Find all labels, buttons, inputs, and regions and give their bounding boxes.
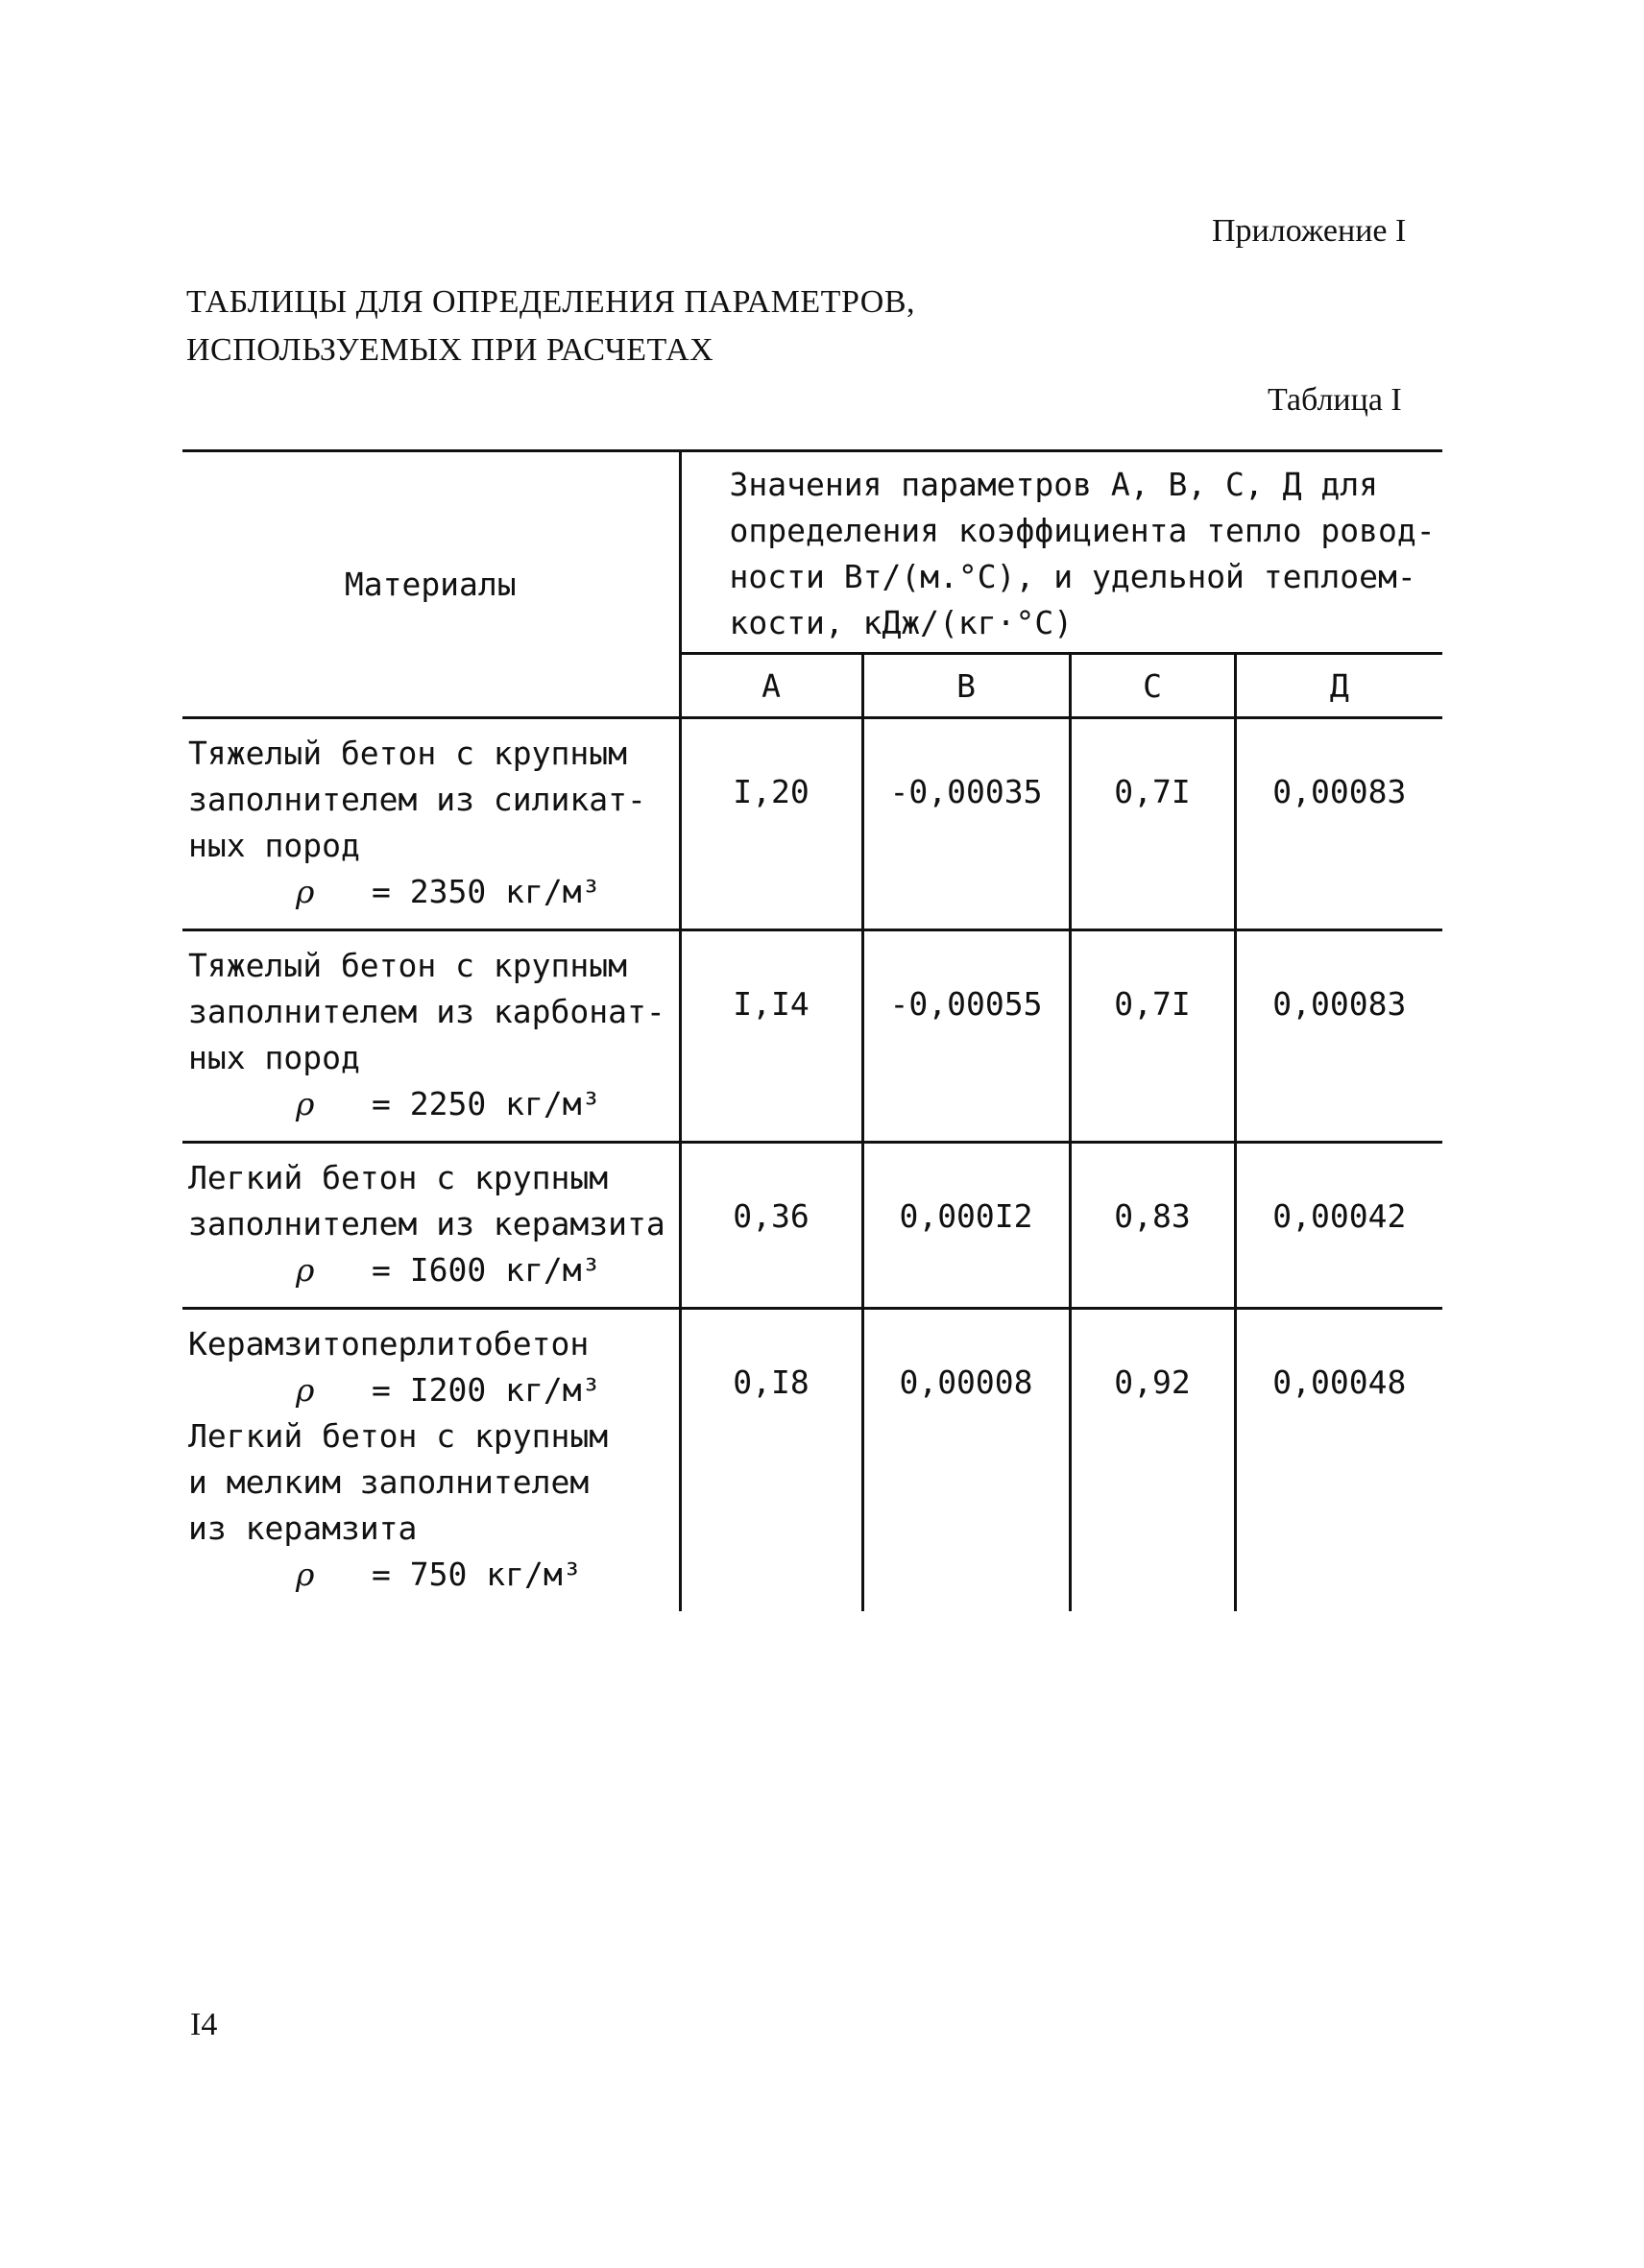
materials-header: Материалы	[182, 451, 680, 718]
density-symbol: ρ	[296, 1251, 315, 1289]
density-text: = I600 кг/м³	[372, 1251, 601, 1289]
value-b: 0,000I2	[862, 1143, 1070, 1309]
title-line: ТАБЛИЦЫ ДЛЯ ОПРЕДЕЛЕНИЯ ПАРАМЕТРОВ,	[186, 284, 916, 320]
group-header-line: Значения параметров А, В, С, Д для	[729, 466, 1379, 503]
value-c: 0,7I	[1070, 930, 1235, 1143]
material-text: Тяжелый бетон с крупным	[188, 735, 627, 772]
material-cell	[182, 1309, 680, 1612]
page-number: I4	[190, 2007, 218, 2042]
material-text: заполнителем из керамзита	[188, 1205, 665, 1243]
table-row	[182, 718, 1442, 930]
column-header-b: В	[862, 654, 1070, 718]
parameters-group-header	[680, 451, 1442, 654]
material-cell	[182, 1143, 680, 1309]
material-text: заполнителем из силикат-	[188, 781, 646, 818]
material-text: Керамзитоперлитобетон	[188, 1325, 590, 1363]
column-header-c: С	[1070, 654, 1235, 718]
density-text: = 2350 кг/м³	[372, 873, 601, 910]
density-symbol: ρ	[296, 1085, 315, 1122]
density-text: = 750 кг/м³	[372, 1556, 582, 1593]
value-a: I,20	[680, 718, 862, 930]
table-row	[182, 930, 1442, 1143]
parameters-table	[182, 449, 1442, 1611]
value-d: 0,00042	[1235, 1143, 1442, 1309]
value-c: 0,92	[1070, 1309, 1235, 1612]
value-d: 0,00048	[1272, 1363, 1407, 1401]
table-row	[182, 1309, 1442, 1612]
group-header-line: кости, кДж/(кг·°С)	[729, 604, 1074, 641]
value-a: 0,36	[680, 1143, 862, 1309]
value-c: 0,7I	[1070, 718, 1235, 930]
value-b: -0,00055	[862, 930, 1070, 1143]
group-header-line: определения коэффициента тепло ровод-	[729, 512, 1436, 549]
density-text: = I200 кг/м³	[372, 1371, 601, 1409]
material-text: заполнителем из карбонат-	[188, 993, 665, 1030]
density-symbol: ρ	[296, 1556, 315, 1593]
title-line: ИСПОЛЬЗУЕМЫХ ПРИ РАСЧЕТАХ	[186, 332, 714, 368]
column-header-a: А	[680, 654, 862, 718]
material-text: из керамзита	[188, 1509, 418, 1547]
value-c: 0,83	[1070, 1143, 1235, 1309]
density-value	[188, 1552, 669, 1598]
value-b: -0,00035	[862, 718, 1070, 930]
material-text: и мелким заполнителем	[188, 1463, 590, 1501]
parameters-table-container	[182, 449, 1442, 1611]
density-value	[188, 1247, 669, 1293]
material-text: Тяжелый бетон с крупным	[188, 947, 627, 984]
value-d: 0,00083	[1235, 930, 1442, 1143]
density-symbol: ρ	[296, 873, 315, 910]
group-header-line: ности Вт/(м.°С), и удельной теплоем-	[729, 558, 1416, 595]
table-header-row	[182, 451, 1442, 654]
value-a: I,I4	[680, 930, 862, 1143]
document-title	[186, 278, 915, 374]
material-text: ных пород	[188, 1039, 360, 1076]
table-row	[182, 1143, 1442, 1309]
material-cell	[182, 718, 680, 930]
appendix-label: Приложение I	[1212, 213, 1407, 249]
value-d: 0,00083	[1235, 718, 1442, 930]
material-text: Легкий бетон с крупным	[188, 1417, 609, 1455]
density-value	[188, 869, 669, 915]
density-value	[188, 1367, 669, 1413]
density-symbol: ρ	[296, 1371, 315, 1409]
value-a: 0,I8	[680, 1309, 862, 1612]
value-b: 0,00008	[862, 1309, 1070, 1612]
column-header-d: Д	[1235, 654, 1442, 718]
material-text: ных пород	[188, 827, 360, 864]
material-cell	[182, 930, 680, 1143]
material-text: Легкий бетон с крупным	[188, 1159, 609, 1196]
density-text: = 2250 кг/м³	[372, 1085, 601, 1122]
density-value	[188, 1081, 669, 1127]
table-label: Таблица I	[1268, 382, 1402, 418]
